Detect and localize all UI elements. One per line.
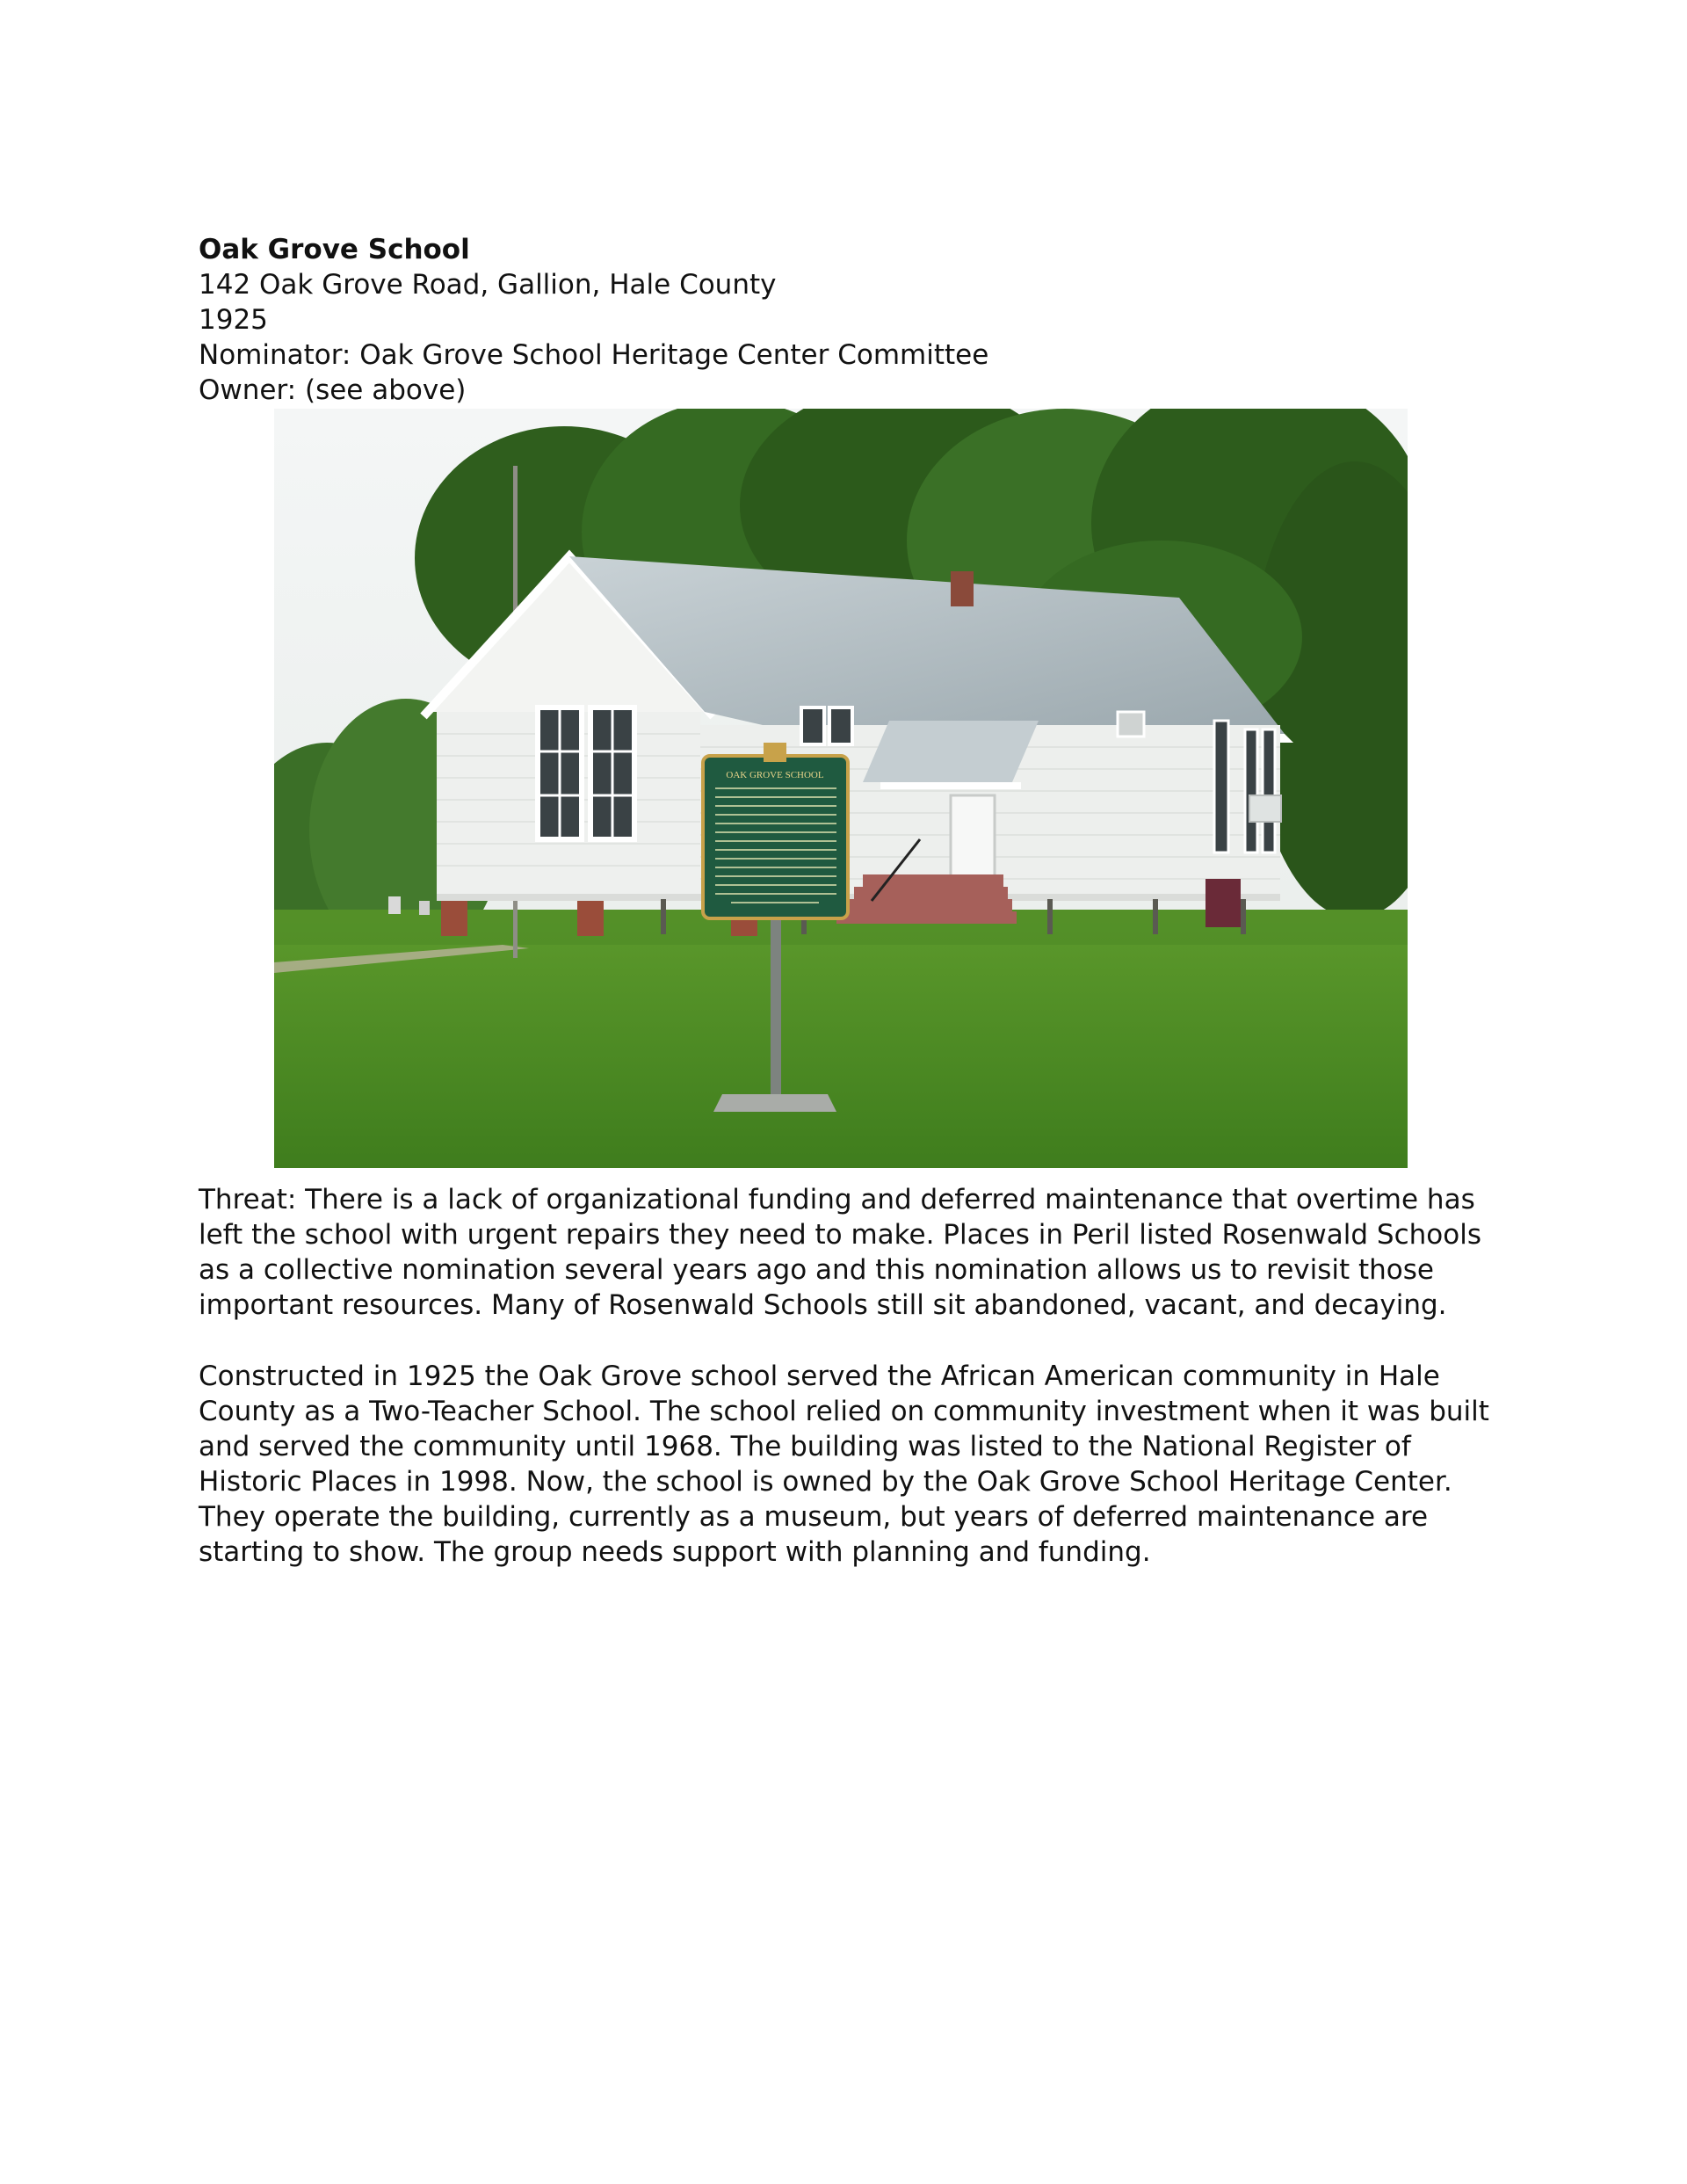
site-year: 1925	[199, 304, 268, 336]
site-nominator: Nominator: Oak Grove School Heritage Center Committee	[199, 339, 989, 371]
school-building	[424, 556, 1293, 936]
history-paragraph: Constructed in 1925 the Oak Grove school served the African American community in Hale County as a Two-Teacher School. The school relied on community investment when it was built and served the community until 1968. The building was listed to the National Register of Historic Places in 1998. Now, the school is owned by the Oak Grove School Heritage Center. They operate the building, currently as a museum, but years of deferred maintenance are starting to show. The group needs support with planning and funding.	[199, 1360, 1489, 1568]
site-address: 142 Oak Grove Road, Gallion, Hale County	[199, 269, 777, 301]
site-title: Oak Grove School	[199, 234, 470, 265]
threat-paragraph: Threat: There is a lack of organizational funding and deferred maintenance that overtime has left the school with urgent repairs they need to make. Places in Peril listed Rosenwald Schools as a collective nomination several years ago and this nomination allows us to revisit those important resources. Many of Rosenwald Schools still sit abandoned, vacant, and decaying.	[199, 1184, 1481, 1321]
site-header	[199, 232, 1517, 408]
marker-title: OAK GROVE SCHOOL	[726, 770, 824, 780]
site-owner: Owner: (see above)	[199, 374, 467, 406]
school-photo-illustration	[274, 409, 1408, 1168]
school-photo	[274, 409, 1408, 1168]
